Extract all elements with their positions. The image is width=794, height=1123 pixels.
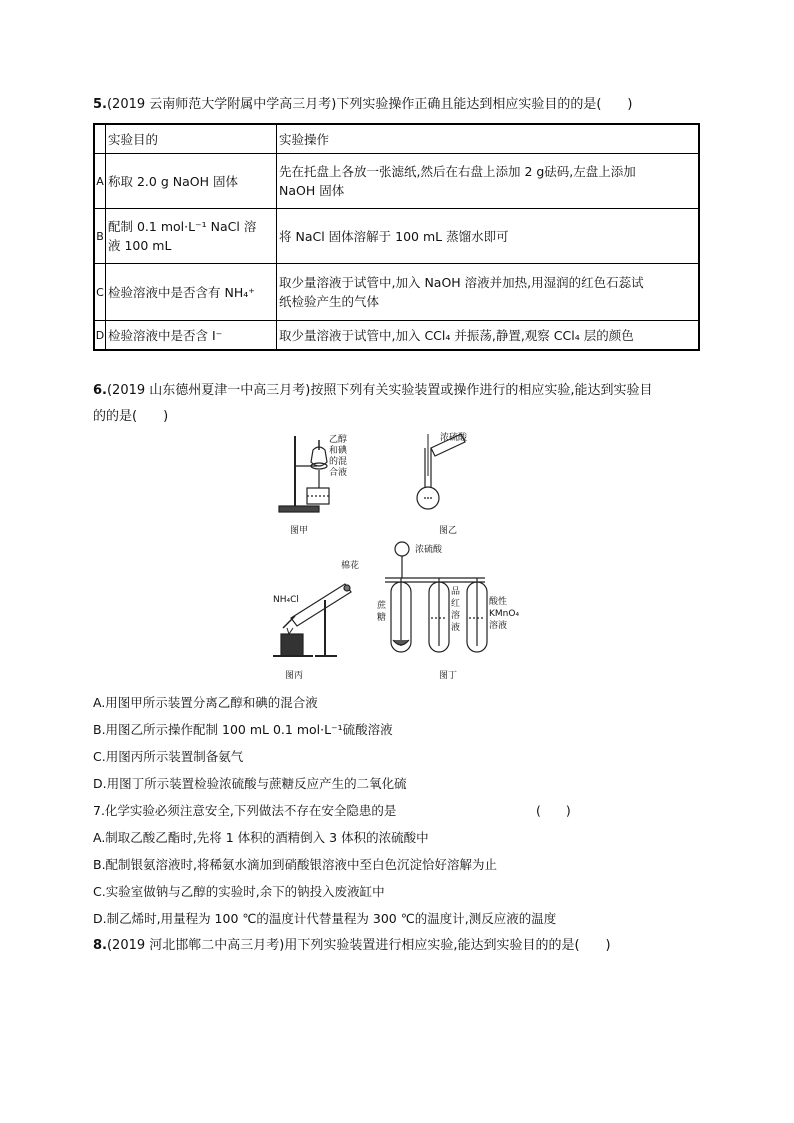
header-operation: 实验操作: [277, 124, 700, 154]
table-row: [94, 264, 699, 321]
row-letter: D: [94, 321, 106, 351]
q5-stem: [93, 96, 633, 114]
header-purpose: 实验目的: [106, 124, 277, 154]
row-purpose: [106, 209, 277, 264]
q6-option-a: A.用图甲所示装置分离乙醇和碘的混合液: [93, 695, 318, 710]
row-purpose: 检验溶液中是否含有 NH₄⁺: [106, 264, 277, 321]
q7-paren: ( ): [536, 803, 571, 818]
table-row: [94, 321, 699, 351]
jia-label-3: 的混: [329, 457, 348, 467]
q5-number: 5.: [93, 97, 107, 112]
ding-sugar-2: 糖: [377, 613, 387, 623]
bing-caption: 图丙: [285, 671, 304, 681]
row-purpose-line: 液 100 mL: [108, 238, 172, 253]
ding-caption: 图丁: [439, 671, 458, 681]
table-header-row: [94, 124, 699, 154]
q8-stem-text: (2019 河北邯郸二中高三月考)用下列实验装置进行相应实验,能达到实验目的的是( ): [106, 938, 611, 953]
q6-option-b: B.用图乙所示操作配制 100 mL 0.1 mol·L⁻¹硫酸溶液: [93, 722, 393, 737]
ding-k-3: 溶液: [489, 621, 508, 631]
ding-k-1: 酸性: [489, 597, 508, 607]
q5-table: [93, 123, 700, 351]
ding-pin-3: 溶: [451, 611, 461, 621]
jia-label-1: 乙醇: [329, 435, 348, 445]
row-operation: 将 NaCl 固体溶解于 100 mL 蒸馏水即可: [277, 209, 700, 264]
row-operation-line: 纸检验产生的气体: [279, 294, 380, 309]
q6-stem-line2: 的的是( ): [93, 409, 169, 424]
q8-number: 8.: [93, 938, 107, 953]
q6-figures: [255, 428, 535, 683]
ding-pin-1: 品: [451, 587, 461, 597]
table-row: [94, 209, 699, 264]
jia-label-4: 合液: [329, 468, 348, 478]
jia-caption: 图甲: [290, 526, 309, 536]
q6-number: 6.: [93, 383, 107, 398]
table-row: [94, 154, 699, 209]
q6-stem-line1: [93, 382, 652, 400]
row-letter: A: [94, 154, 106, 209]
q6-stem-text: (2019 山东德州夏津一中高三月考)按照下列有关实验装置或操作进行的相应实验,能达到实验目: [106, 383, 653, 398]
ding-pin-4: 液: [451, 623, 461, 633]
bing-label-right: 棉花: [341, 561, 360, 571]
ding-label-top: 浓硫酸: [415, 545, 443, 555]
q7-option-b: B.配制银氨溶液时,将稀氨水滴加到硝酸银溶液中至白色沉淀恰好溶解为止: [93, 857, 498, 872]
row-letter: B: [94, 209, 106, 264]
ding-sugar-1: 蔗: [377, 601, 387, 611]
q6-option-c: C.用图丙所示装置制备氨气: [93, 749, 244, 764]
figure-ding: [385, 542, 487, 652]
figure-yi: [417, 434, 465, 509]
row-purpose: 检验溶液中是否含 I⁻: [106, 321, 277, 351]
row-operation-line: 取少量溶液于试管中,加入 NaOH 溶液并加热,用湿润的红色石蕊试: [279, 275, 644, 290]
row-operation: 取少量溶液于试管中,加入 CCl₄ 并振荡,静置,观察 CCl₄ 层的颜色: [277, 321, 700, 351]
q7-option-a: A.制取乙酸乙酯时,先将 1 体积的酒精倒入 3 体积的浓硫酸中: [93, 830, 429, 845]
q7-option-d: D.制乙烯时,用量程为 100 ℃的温度计代替量程为 300 ℃的温度计,测反应液的温度: [93, 911, 557, 926]
row-purpose-line: 配制 0.1 mol·L⁻¹ NaCl 溶: [108, 219, 257, 234]
row-purpose: 称取 2.0 g NaOH 固体: [106, 154, 277, 209]
q5-stem-text: (2019 云南师范大学附属中学高三月考)下列实验操作正确且能达到相应实验目的的是( ): [106, 97, 633, 112]
yi-caption: 图乙: [439, 526, 458, 536]
q7-option-c: C.实验室做钠与乙醇的实验时,余下的钠投入废液缸中: [93, 884, 385, 899]
figure-jia: [279, 436, 329, 512]
row-operation-line: NaOH 固体: [279, 183, 345, 198]
row-operation-line: 先在托盘上各放一张滤纸,然后在右盘上添加 2 g砝码,左盘上添加: [279, 164, 636, 179]
ding-k-2: KMnO₄: [489, 609, 520, 619]
jia-label-2: 和碘: [329, 446, 348, 456]
ding-pin-2: 红: [451, 599, 461, 609]
q7-stem: 7.化学实验必须注意安全,下列做法不存在安全隐患的是: [93, 803, 397, 818]
row-operation: [277, 154, 700, 209]
q8-stem: [93, 937, 611, 955]
row-letter: C: [94, 264, 106, 321]
q6-option-d: D.用图丁所示装置检验浓硫酸与蔗糖反应产生的二氧化硫: [93, 776, 407, 791]
row-operation: [277, 264, 700, 321]
yi-label: 浓硫酸: [440, 433, 468, 443]
bing-label-left: NH₄Cl: [273, 595, 299, 605]
